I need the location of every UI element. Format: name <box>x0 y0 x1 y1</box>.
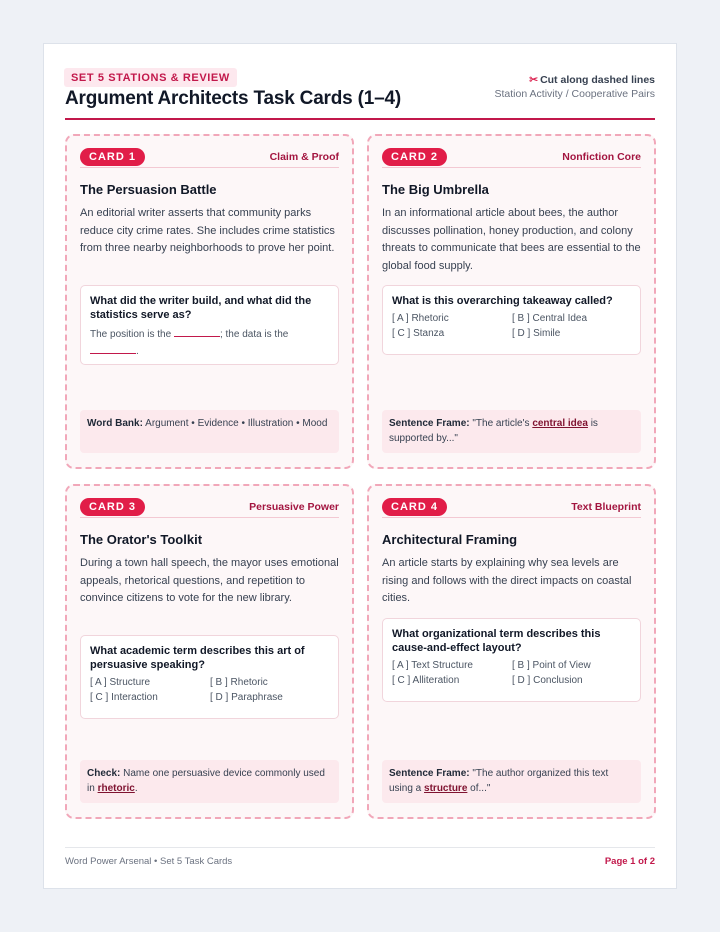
key-term: rhetoric <box>97 783 135 794</box>
word-bank-list: Argument • Evidence • Illustration • Mood <box>145 418 328 429</box>
question-text: What did the writer build, and what did the statistics serve as? <box>90 295 312 321</box>
frame-text: . <box>134 783 138 794</box>
card-header <box>382 498 641 518</box>
card-topic-tag: Persuasive Power <box>249 501 339 513</box>
option-b[interactable]: [ B ] Point of View <box>512 660 591 671</box>
card-title: The Orator's Toolkit <box>80 532 203 547</box>
option-d[interactable]: [ D ] Paraphrase <box>210 692 283 703</box>
card-title: The Big Umbrella <box>382 182 489 197</box>
card-scenario: An editorial writer asserts that community parks reduce city crime rates. She includes crime statistics from three nearby neighborhoods to prove her point. <box>80 207 335 254</box>
activity-subtitle: Station Activity / Cooperative Pairs <box>494 88 655 100</box>
card-number-badge: CARD 4 <box>382 498 447 516</box>
option-d[interactable]: [ D ] Conclusion <box>512 675 583 686</box>
question-box <box>382 285 641 355</box>
card-topic-tag: Text Blueprint <box>571 501 641 513</box>
answer-options <box>392 660 631 686</box>
cut-label: Cut along dashed lines <box>540 74 655 86</box>
question-box <box>80 285 339 365</box>
question-text: What academic term describes this art of persuasive speaking? <box>90 645 305 671</box>
card-scenario: In an informational article about bees, the author discusses pollination, honey production, and colony threats to communicate that bees are essential to the global food supply. <box>382 207 641 272</box>
card-scenario: An article starts by explaining why sea levels are rising and follows with the direct impacts on coastal cities. <box>382 557 632 604</box>
question-box <box>382 618 641 702</box>
footer-source: Word Power Arsenal • Set 5 Task Cards <box>65 856 233 867</box>
key-term: central idea <box>532 418 588 429</box>
card-number-badge: CARD 2 <box>382 148 447 166</box>
fill-text: The position is the <box>90 329 172 340</box>
frame-text: "The article's <box>472 418 530 429</box>
frame-text: is supported by..." <box>389 418 598 444</box>
page-title: Argument Architects Task Cards (1–4) <box>65 88 401 109</box>
set-badge: SET 5 STATIONS & REVIEW <box>64 68 237 87</box>
frame-text: "The author organized this text using a <box>389 768 609 794</box>
fill-text: ; the data is the <box>219 329 289 340</box>
key-term: structure <box>424 783 468 794</box>
footer-label: Check: <box>87 768 121 779</box>
option-d[interactable]: [ D ] Simile <box>512 328 561 339</box>
answer-blank[interactable] <box>174 328 220 337</box>
task-card-1 <box>65 134 354 469</box>
card-topic-tag: Claim & Proof <box>269 151 339 163</box>
option-c[interactable]: [ C ] Interaction <box>90 692 158 703</box>
card-scenario: During a town hall speech, the mayor uses emotional appeals, rhetorical questions, and repetition to convince citizens to vote for the new library. <box>80 557 339 604</box>
scissors-icon: ✂ <box>529 74 539 86</box>
option-b[interactable]: [ B ] Central Idea <box>512 313 588 324</box>
footer-divider <box>65 847 655 848</box>
option-c[interactable]: [ C ] Alliteration <box>392 675 460 686</box>
card-header <box>80 498 339 518</box>
question-text: What organizational term describes this cause-and-effect layout? <box>392 628 601 654</box>
question-text: What is this overarching takeaway called? <box>392 295 613 307</box>
answer-options <box>392 313 631 339</box>
task-card-4 <box>367 484 656 819</box>
card-title: Architectural Framing <box>382 532 518 547</box>
card-title: The Persuasion Battle <box>80 182 217 197</box>
footer-label: Sentence Frame: <box>389 418 470 429</box>
check-prompt <box>80 760 339 803</box>
option-a[interactable]: [ A ] Rhetoric <box>392 313 449 324</box>
word-bank <box>80 410 339 453</box>
card-topic-tag: Nonfiction Core <box>562 151 641 163</box>
cut-instruction <box>495 74 656 86</box>
answer-options <box>90 677 329 703</box>
frame-text: of..." <box>470 783 491 794</box>
option-c[interactable]: [ C ] Stanza <box>392 328 445 339</box>
card-number-badge: CARD 3 <box>80 498 145 516</box>
fill-text: . <box>136 346 139 357</box>
task-card-3 <box>65 484 354 819</box>
sentence-frame <box>382 410 641 453</box>
header-info <box>495 74 656 100</box>
question-box <box>80 635 339 719</box>
page-number: Page 1 of 2 <box>604 856 655 867</box>
footer-label: Sentence Frame: <box>389 768 470 779</box>
option-a[interactable]: [ A ] Structure <box>90 677 151 688</box>
worksheet-page <box>43 43 677 889</box>
fill-in-prompt <box>90 326 329 360</box>
card-header <box>80 148 339 168</box>
card-number-badge: CARD 1 <box>80 148 145 166</box>
frame-text: Name one persuasive device commonly used in <box>87 768 325 794</box>
answer-blank[interactable] <box>90 345 136 354</box>
card-header <box>382 148 641 168</box>
option-b[interactable]: [ B ] Rhetoric <box>210 677 268 688</box>
option-a[interactable]: [ A ] Text Structure <box>392 660 473 671</box>
sentence-frame <box>382 760 641 803</box>
header-divider <box>65 118 655 120</box>
task-card-2 <box>367 134 656 469</box>
footer-label: Word Bank: <box>87 418 143 429</box>
